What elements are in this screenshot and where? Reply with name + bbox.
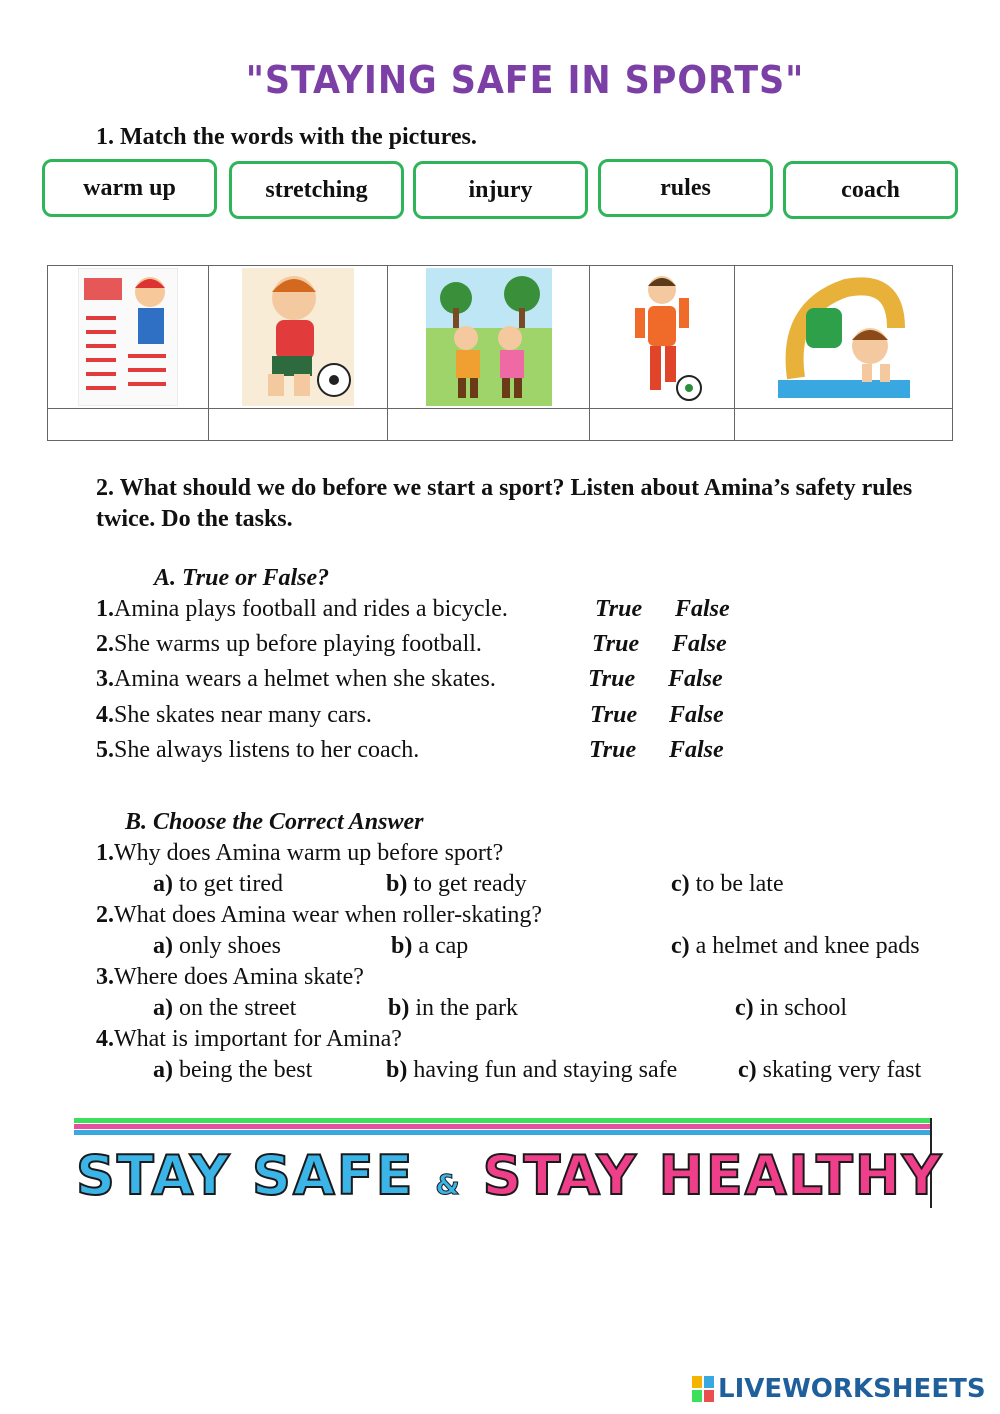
mc-q4-option-c[interactable] [738,1057,921,1084]
item-text: She always listens to her coach. [114,737,420,763]
mc-q1-option-a[interactable] [153,871,283,898]
word-card-stretching[interactable]: stretching [229,161,404,219]
question-number: 2. [96,902,114,928]
option-text: a cap [412,933,469,959]
liveworksheets-brand: LIVEWORKSHEETS [718,1374,986,1404]
item-text: She skates near many cars. [114,702,372,728]
mc-q3-option-b[interactable] [388,995,518,1022]
mc-q4-option-a[interactable] [153,1057,312,1084]
liveworksheets-logo[interactable] [692,1374,986,1404]
item-number: 4. [96,702,114,728]
part-a-title: A. True or False? [154,565,330,591]
option-letter: a) [153,871,173,897]
word-card-rules[interactable]: rules [598,159,773,217]
option-text: only shoes [173,933,281,959]
question-text: Where does Amina skate? [114,964,364,990]
item-number: 5. [96,737,114,763]
stay-safe-banner [74,1118,944,1208]
banner-text [76,1144,944,1207]
tf-true-1[interactable]: True [595,596,643,622]
tf-item-1 [96,596,508,623]
tf-true-4[interactable]: True [590,702,638,728]
answer-cell-2[interactable] [208,409,388,441]
section1-heading: 1. Match the words with the pictures. [96,124,477,150]
child-yoga-pose-image [776,268,912,406]
mc-q4-option-b[interactable] [386,1057,677,1084]
mc-question-1 [96,840,503,867]
tf-false-1[interactable]: False [675,596,730,622]
part-b-title: B. Choose the Correct Answer [125,809,424,835]
question-text: What does Amina wear when roller-skating? [114,902,543,928]
banner-stripe-blue [74,1130,932,1135]
option-text: a helmet and knee pads [689,933,920,959]
mc-q2-option-a[interactable] [153,933,281,960]
item-number: 2. [96,631,114,657]
question-text: What is important for Amina? [114,1026,402,1052]
mc-q3-option-a[interactable] [153,995,296,1022]
option-letter: b) [391,933,413,959]
option-text: in school [753,995,847,1021]
banner-stripe-pink [74,1124,932,1129]
banner-stay-safe: STAY SAFE [76,1144,415,1207]
tf-true-2[interactable]: True [592,631,640,657]
mc-q2-option-c[interactable] [671,933,920,960]
word-card-injury[interactable]: injury [413,161,588,219]
mc-question-4 [96,1026,402,1053]
option-text: to get tired [173,871,283,897]
banner-ampersand: & [435,1168,462,1201]
option-letter: a) [153,1057,173,1083]
banner-stripe-green [74,1118,932,1123]
option-text: skating very fast [756,1057,922,1083]
matching-table [47,265,953,441]
banner-stay-healthy: STAY HEALTHY [482,1144,944,1207]
answer-cell-5[interactable] [735,409,953,441]
answer-cell-3[interactable] [388,409,590,441]
item-text: Amina plays football and rides a bicycle. [114,596,508,622]
question-number: 4. [96,1026,114,1052]
mc-question-2 [96,902,542,929]
coach-with-ball-image [617,268,707,406]
word-card-warm-up[interactable]: warm up [42,159,217,217]
sports-safety-poster-image [78,268,178,406]
option-text: to get ready [407,871,527,897]
mc-q2-option-b[interactable] [391,933,468,960]
option-letter: b) [386,871,408,897]
question-number: 1. [96,840,114,866]
question-number: 3. [96,964,114,990]
mc-q1-option-c[interactable] [671,871,784,898]
item-number: 1. [96,596,114,622]
picture-cell-4 [590,266,735,409]
picture-cell-5 [735,266,953,409]
word-card-coach[interactable]: coach [783,161,958,219]
tf-item-5 [96,737,419,764]
liveworksheets-logo-icon [692,1376,714,1402]
option-letter: a) [153,995,173,1021]
item-number: 3. [96,666,114,692]
tf-item-4 [96,702,372,729]
injured-boy-image [242,268,354,406]
tf-false-2[interactable]: False [672,631,727,657]
tf-item-2 [96,631,482,658]
answer-cell-4[interactable] [590,409,735,441]
tf-false-4[interactable]: False [669,702,724,728]
option-letter: c) [671,933,690,959]
item-text: She warms up before playing football. [114,631,482,657]
tf-false-5[interactable]: False [669,737,724,763]
question-text: Why does Amina warm up before sport? [114,840,504,866]
mc-q1-option-b[interactable] [386,871,527,898]
answer-cell-1[interactable] [48,409,209,441]
option-letter: c) [671,871,690,897]
worksheet-title: "STAYING SAFE IN SPORTS" [245,58,805,102]
option-text: to be late [689,871,784,897]
tf-false-3[interactable]: False [668,666,723,692]
option-text: being the best [173,1057,313,1083]
mc-question-3 [96,964,364,991]
mc-q3-option-c[interactable] [735,995,847,1022]
option-letter: a) [153,933,173,959]
section2-heading: 2. What should we do before we start a sport? Listen about Amina’s safety rules twice. Do the tasks. [96,475,913,532]
option-letter: b) [388,995,410,1021]
option-letter: c) [738,1057,757,1083]
option-text: having fun and staying safe [407,1057,678,1083]
item-text: Amina wears a helmet when she skates. [114,666,496,692]
tf-item-3 [96,666,496,693]
picture-cell-3 [388,266,590,409]
option-text: in the park [409,995,518,1021]
tf-true-5[interactable]: True [589,737,637,763]
option-text: on the street [173,995,297,1021]
option-letter: b) [386,1057,408,1083]
picture-cell-1 [48,266,209,409]
children-stretching-image [426,268,552,406]
tf-true-3[interactable]: True [588,666,636,692]
option-letter: c) [735,995,754,1021]
picture-cell-2 [208,266,388,409]
